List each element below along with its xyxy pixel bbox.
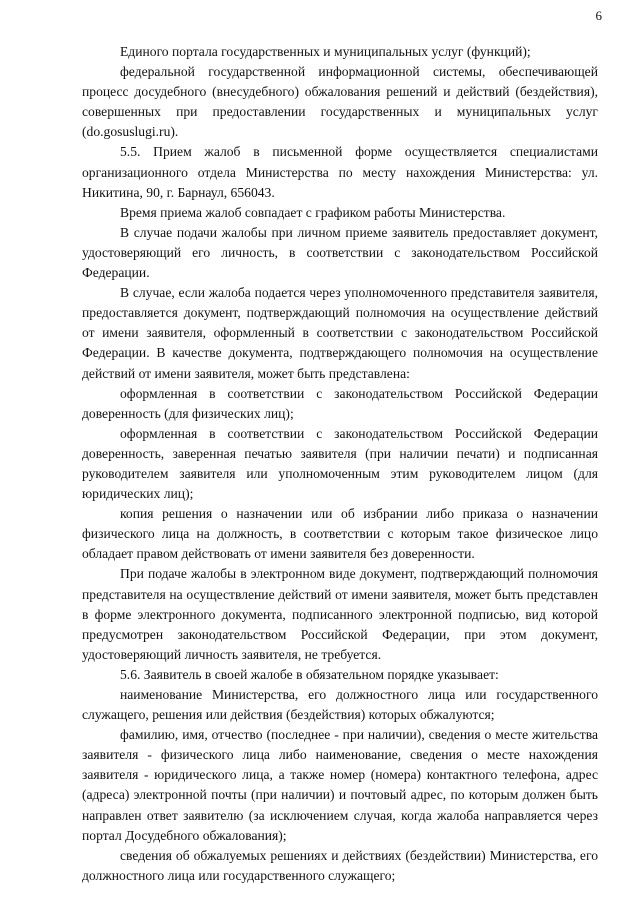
paragraph: оформленная в соответствии с законодательством Российской Федерации доверенность, заверенная печатью заявителя (при наличии печати) и подписанная руководителем заявителя или уполномоченным этим руководителем лицом (для юридических лиц); <box>82 425 598 502</box>
page-number: 6 <box>595 8 602 23</box>
paragraph: сведения об обжалуемых решениях и действиях (бездействии) Министерства, его должностного лица или государственного служащего; <box>82 847 598 883</box>
paragraph: Время приема жалоб совпадает с графиком работы Министерства. <box>120 204 506 220</box>
paragraph: наименование Министерства, его должностного лица или государственного служащего, решения или действия (бездействия) которых обжалуются; <box>82 687 598 723</box>
paragraph: копия решения о назначении или об избрании либо приказа о назначении физического лица на должность, в соответствии с которым такое физическое лицо обладает правом действовать от имени заявителя без доверенности. <box>82 506 598 562</box>
document-body <box>82 42 598 886</box>
paragraph: При подаче жалобы в электронном виде документ, подтверждающий полномочия представителя на осуществление действий от имени заявителя, может быть представлен в форме электронного документа, подписанного электронной подписью, вид которой предусмотрен законодательством Российской Федерации, при этом документ, удостоверяющий личность заявителя, не требуется. <box>82 566 598 662</box>
paragraph: 5.5. Прием жалоб в письменной форме осуществляется специалистами организационного отдела Министерства по месту нахождения Министерства: ул. Никитина, 90, г. Барнаул, 656043. <box>82 144 598 200</box>
paragraph: фамилию, имя, отчество (последнее - при наличии), сведения о месте жительства заявителя - физического лица либо наименование, сведения о месте нахождения заявителя - юридического лица, а также номер (номера) контактного телефона, адрес (адреса) электронной почты (при наличии) и почтовый адрес, по которым должен быть направлен ответ заявителю (за исключением случая, когда жалоба направляется через портал Досудебного обжалования); <box>82 727 598 843</box>
paragraph: В случае, если жалоба подается через уполномоченного представителя заявителя, предоставляется документ, подтверждающий полномочия на осуществление действий от имени заявителя, оформленный в соответствии с законодательством Российской Федерации. В качестве документа, подтверждающего полномочия на осуществление действий от имени заявителя, может быть представлена: <box>82 285 598 381</box>
paragraph: В случае подачи жалобы при личном приеме заявитель предоставляет документ, удостоверяющий его личность, в соответствии с законодательством Российской Федерации. <box>82 224 598 281</box>
paragraph: федеральной государственной информационной системы, обеспечивающей процесс досудебного (внесудебного) обжалования решений и действий (бездействия), совершенных при предоставлении государственных и муниципальных услуг (do.gosuslugi.ru). <box>82 64 598 140</box>
paragraph: 5.6. Заявитель в своей жалобе в обязательном порядке указывает: <box>120 666 499 682</box>
paragraph: оформленная в соответствии с законодательством Российской Федерации доверенность (для физических лиц); <box>82 385 598 421</box>
paragraph: Единого портала государственных и муниципальных услуг (функций); <box>120 44 531 59</box>
